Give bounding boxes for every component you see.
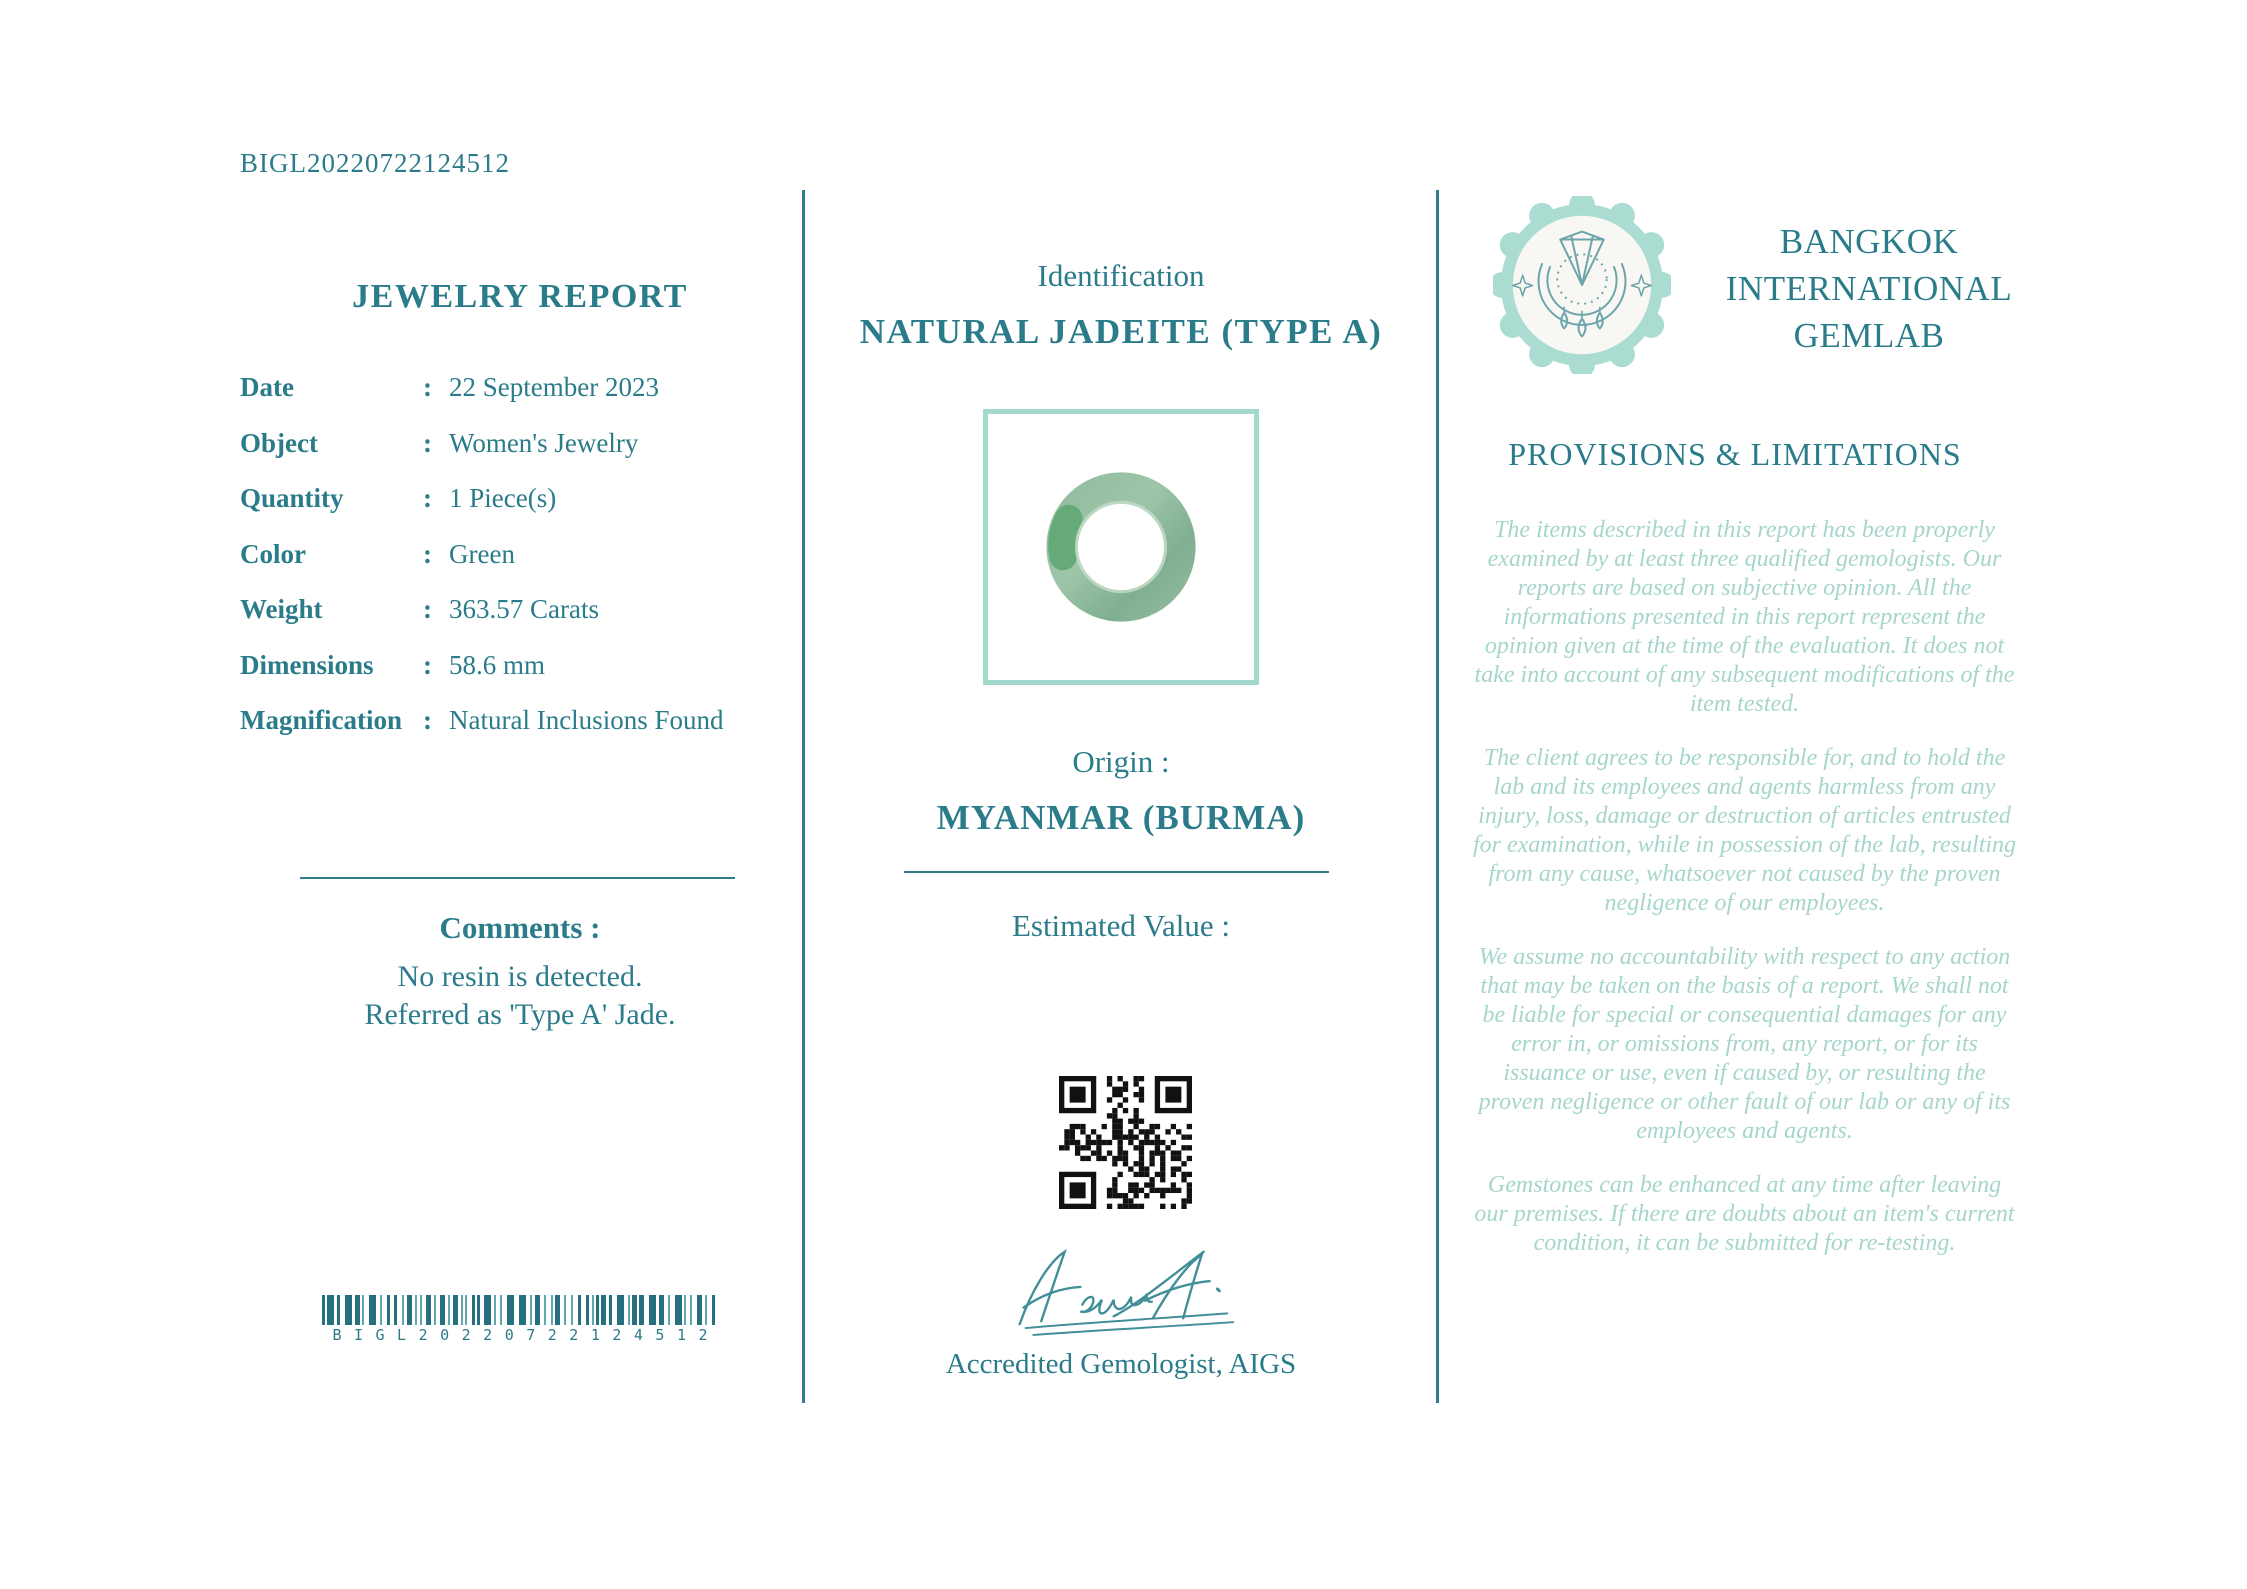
table-row — [240, 693, 800, 749]
lab-name-line: INTERNATIONAL — [1725, 269, 2013, 308]
field-colon: : — [423, 372, 432, 402]
barcode-caption: BIGL20220722124512 — [332, 1326, 721, 1344]
field-value: 22 September 2023 — [449, 372, 659, 402]
field-label: Object — [240, 427, 318, 458]
table-row — [240, 582, 800, 638]
table-row — [240, 416, 800, 472]
report-title: JEWELRY REPORT — [352, 278, 688, 315]
field-label: Dimensions — [240, 649, 374, 680]
provisions-heading: PROVISIONS & LIMITATIONS — [1508, 436, 1962, 472]
lab-name-line: BANGKOK — [1779, 222, 1959, 261]
qr-code — [1059, 1076, 1192, 1209]
field-label: Quantity — [240, 483, 344, 513]
identification-result: NATURAL JADEITE (TYPE A) — [859, 312, 1383, 351]
field-colon: : — [423, 538, 432, 569]
identification-heading: Identification — [1037, 258, 1205, 293]
gemlab-logo-icon — [1493, 196, 1671, 374]
origin-value: MYANMAR (BURMA) — [936, 798, 1306, 837]
field-colon: : — [423, 427, 432, 458]
field-label: Color — [240, 538, 306, 569]
lab-name-line: GEMLAB — [1793, 316, 1945, 355]
report-number: BIGL20220722124512 — [240, 148, 510, 178]
field-value: Green — [449, 538, 515, 569]
comment-line: No resin is detected. — [397, 960, 643, 993]
field-value: 1 Piece(s) — [449, 483, 557, 513]
comments-heading: Comments : — [439, 910, 601, 945]
table-row — [240, 527, 800, 583]
lab-name — [1688, 218, 2050, 359]
field-label: Date — [240, 372, 294, 402]
field-value: 363.57 Carats — [449, 594, 599, 624]
provisions-paragraph: The items described in this report has been properly examined by at least three qualified gemologists. Our reports are based on subjective opinion. All the informations presented in this report represent the opinion given at the time of the evaluation. It does not take into account of any subsequent modifications of the item tested. — [1474, 517, 2015, 717]
comments-text — [240, 958, 800, 1034]
estimated-value-label: Estimated Value : — [1011, 908, 1231, 943]
gem-photo-frame — [983, 409, 1259, 685]
field-colon: : — [423, 483, 432, 513]
provisions-paragraph: The client agrees to be responsible for, and to hold the lab and its employees and agents harmless from any injury, loss, damage or destruction of articles entrusted for examination, while in possession of the lab, resulting from any cause, whatsoever not caused by the proven negligence of our employees. — [1472, 745, 2017, 916]
report-fields-table — [240, 360, 800, 749]
origin-label: Origin : — [1072, 744, 1170, 779]
provisions-paragraph: Gemstones can be enhanced at any time after leaving our premises. If there are doubts about an item's current condition, it can be submitted for re-testing. — [1474, 1172, 2015, 1256]
field-value: 58.6 mm — [449, 649, 546, 680]
field-label: Magnification — [240, 705, 402, 735]
signature-graphic — [1004, 1230, 1239, 1340]
table-row — [240, 360, 800, 416]
left-column — [240, 0, 800, 1589]
comments-divider — [300, 877, 735, 879]
field-label: Weight — [240, 594, 323, 624]
field-colon: : — [423, 649, 432, 680]
field-colon: : — [423, 594, 432, 624]
estimated-value-divider — [904, 871, 1329, 873]
field-value: Natural Inclusions Found — [449, 705, 724, 735]
right-column — [1440, 0, 2080, 1589]
barcode — [322, 1295, 717, 1325]
provisions-text — [1472, 516, 2017, 1283]
jade-bangle-photo — [1026, 452, 1216, 642]
comment-line: Referred as 'Type A' Jade. — [364, 998, 676, 1031]
provisions-paragraph: We assume no accountability with respect to any action that may be taken on the basis of a report. We shall not be liable for special or consequential damages for any error in, or omissions from, any report, or for its issuance or use, even if caused by, or resulting the proven negligence or other fault of our lab or any of its employees and agents. — [1478, 944, 2011, 1144]
table-row — [240, 638, 800, 694]
signer-title: Accredited Gemologist, AIGS — [945, 1348, 1297, 1380]
middle-column — [804, 0, 1438, 1589]
table-row — [240, 471, 800, 527]
field-value: Women's Jewelry — [449, 427, 639, 458]
field-colon: : — [423, 705, 432, 735]
